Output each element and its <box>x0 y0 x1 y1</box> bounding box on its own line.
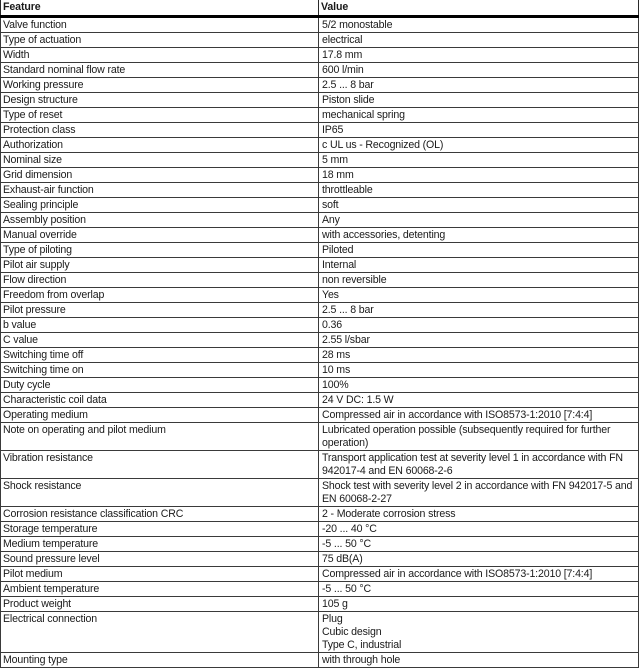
table-row <box>1 108 639 123</box>
value-cell <box>319 123 639 138</box>
value-line: 2 - Moderate corrosion stress <box>322 507 456 520</box>
value-line: Cubic design <box>322 625 382 638</box>
value-cell <box>319 567 639 582</box>
value-cell <box>319 318 639 333</box>
table-row <box>1 423 639 451</box>
feature-cell: Storage temperature <box>1 522 319 537</box>
feature-cell: Shock resistance <box>1 479 319 507</box>
table-row <box>1 123 639 138</box>
value-line: -20 ... 40 °C <box>322 522 377 535</box>
value-cell <box>319 108 639 123</box>
feature-cell: Authorization <box>1 138 319 153</box>
feature-cell: Corrosion resistance classification CRC <box>1 507 319 522</box>
value-line: 2.55 l/sbar <box>322 333 370 346</box>
value-line: with accessories, detenting <box>322 228 446 241</box>
table-row <box>1 78 639 93</box>
table-row <box>1 198 639 213</box>
feature-cell: Design structure <box>1 93 319 108</box>
value-line: Piston slide <box>322 93 375 106</box>
value-cell <box>319 63 639 78</box>
value-cell <box>319 288 639 303</box>
table-row <box>1 153 639 168</box>
column-header-feature: Feature <box>1 0 319 17</box>
table-row <box>1 17 639 33</box>
table-row <box>1 303 639 318</box>
value-cell <box>319 303 639 318</box>
table-row <box>1 168 639 183</box>
value-line: c UL us - Recognized (OL) <box>322 138 444 151</box>
feature-cell: Ambient temperature <box>1 582 319 597</box>
value-cell <box>319 393 639 408</box>
feature-cell: Mounting type <box>1 653 319 668</box>
feature-cell: Flow direction <box>1 273 319 288</box>
table-row <box>1 348 639 363</box>
table-row <box>1 393 639 408</box>
value-cell <box>319 17 639 33</box>
feature-cell: Width <box>1 48 319 63</box>
value-line: with through hole <box>322 653 401 666</box>
feature-cell: Working pressure <box>1 78 319 93</box>
table-row <box>1 33 639 48</box>
table-row <box>1 552 639 567</box>
feature-cell: Switching time off <box>1 348 319 363</box>
feature-cell: Exhaust-air function <box>1 183 319 198</box>
value-line: Compressed air in accordance with ISO8573-1:2010 [7:4:4] <box>322 567 593 580</box>
feature-cell: Pilot pressure <box>1 303 319 318</box>
value-cell <box>319 333 639 348</box>
table-header <box>1 0 639 17</box>
value-cell <box>319 213 639 228</box>
value-cell <box>319 258 639 273</box>
value-cell <box>319 183 639 198</box>
value-cell <box>319 33 639 48</box>
table-row <box>1 333 639 348</box>
value-line: Internal <box>322 258 357 271</box>
value-line: 28 ms <box>322 348 351 361</box>
feature-cell: Switching time on <box>1 363 319 378</box>
value-cell <box>319 153 639 168</box>
value-line: 2.5 ... 8 bar <box>322 78 374 91</box>
feature-cell: Standard nominal flow rate <box>1 63 319 78</box>
table-row <box>1 597 639 612</box>
value-line: 5 mm <box>322 153 348 166</box>
value-line: mechanical spring <box>322 108 405 121</box>
feature-cell: Assembly position <box>1 213 319 228</box>
value-line: Type C, industrial <box>322 638 402 651</box>
feature-cell: b value <box>1 318 319 333</box>
feature-cell: Freedom from overlap <box>1 288 319 303</box>
feature-cell: Sound pressure level <box>1 552 319 567</box>
table-row <box>1 378 639 393</box>
value-cell <box>319 612 639 653</box>
value-cell <box>319 451 639 479</box>
value-line: 18 mm <box>322 168 354 181</box>
value-cell <box>319 363 639 378</box>
value-line: Lubricated operation possible (subsequently required for further operation) <box>322 423 611 449</box>
feature-cell: Product weight <box>1 597 319 612</box>
value-cell <box>319 479 639 507</box>
feature-cell: Nominal size <box>1 153 319 168</box>
value-cell <box>319 48 639 63</box>
table-row <box>1 363 639 378</box>
table-row <box>1 183 639 198</box>
header-row <box>1 0 639 17</box>
value-cell <box>319 228 639 243</box>
feature-cell: Sealing principle <box>1 198 319 213</box>
value-line: 100% <box>322 378 349 391</box>
value-cell <box>319 93 639 108</box>
value-line: 0.36 <box>322 318 343 331</box>
value-line: Piloted <box>322 243 354 256</box>
table-row <box>1 582 639 597</box>
table-row <box>1 451 639 479</box>
feature-cell: Medium temperature <box>1 537 319 552</box>
value-line: Yes <box>322 288 339 301</box>
value-line: 24 V DC: 1.5 W <box>322 393 394 406</box>
table-row <box>1 507 639 522</box>
table-row <box>1 288 639 303</box>
value-cell <box>319 138 639 153</box>
feature-cell: Type of piloting <box>1 243 319 258</box>
table-row <box>1 258 639 273</box>
table-row <box>1 408 639 423</box>
value-line: Compressed air in accordance with ISO8573-1:2010 [7:4:4] <box>322 408 593 421</box>
value-cell <box>319 653 639 668</box>
table-row <box>1 243 639 258</box>
value-cell <box>319 552 639 567</box>
value-line: Plug <box>322 612 343 625</box>
value-line: throttleable <box>322 183 373 196</box>
value-cell <box>319 243 639 258</box>
feature-cell: Pilot medium <box>1 567 319 582</box>
value-cell <box>319 537 639 552</box>
value-cell <box>319 198 639 213</box>
table-row <box>1 48 639 63</box>
table-row <box>1 479 639 507</box>
feature-cell: Grid dimension <box>1 168 319 183</box>
table-row <box>1 93 639 108</box>
feature-cell: Note on operating and pilot medium <box>1 423 319 451</box>
feature-cell: C value <box>1 333 319 348</box>
value-cell <box>319 168 639 183</box>
value-line: Any <box>322 213 340 226</box>
feature-cell: Operating medium <box>1 408 319 423</box>
table-body <box>1 17 639 668</box>
table-row <box>1 63 639 78</box>
feature-cell: Protection class <box>1 123 319 138</box>
feature-cell: Valve function <box>1 17 319 33</box>
feature-cell: Duty cycle <box>1 378 319 393</box>
value-line: 105 g <box>322 597 348 610</box>
value-line: 10 ms <box>322 363 351 376</box>
table-row <box>1 213 639 228</box>
value-line: non reversible <box>322 273 387 286</box>
feature-cell: Pilot air supply <box>1 258 319 273</box>
table-row <box>1 567 639 582</box>
value-line: soft <box>322 198 339 211</box>
table-row <box>1 537 639 552</box>
feature-cell: Characteristic coil data <box>1 393 319 408</box>
table-row <box>1 612 639 653</box>
value-cell <box>319 522 639 537</box>
value-cell <box>319 423 639 451</box>
value-line: Transport application test at severity level 1 in accordance with FN 942017-4 and EN 60068-2-6 <box>322 451 623 477</box>
value-cell <box>319 378 639 393</box>
table-row <box>1 522 639 537</box>
table-row <box>1 138 639 153</box>
value-cell <box>319 582 639 597</box>
table-row <box>1 273 639 288</box>
table-row <box>1 318 639 333</box>
value-cell <box>319 408 639 423</box>
value-cell <box>319 597 639 612</box>
table-row <box>1 653 639 668</box>
value-cell <box>319 273 639 288</box>
value-line: 600 l/min <box>322 63 364 76</box>
value-line: -5 ... 50 °C <box>322 582 371 595</box>
value-cell <box>319 507 639 522</box>
value-line: 2.5 ... 8 bar <box>322 303 374 316</box>
value-cell <box>319 348 639 363</box>
feature-cell: Manual override <box>1 228 319 243</box>
feature-cell: Type of reset <box>1 108 319 123</box>
feature-cell: Vibration resistance <box>1 451 319 479</box>
value-line: 75 dB(A) <box>322 552 363 565</box>
value-line: electrical <box>322 33 363 46</box>
value-cell <box>319 78 639 93</box>
table-row <box>1 228 639 243</box>
value-line: IP65 <box>322 123 344 136</box>
value-line: 17.8 mm <box>322 48 363 61</box>
value-line: Shock test with severity level 2 in accordance with FN 942017-5 and EN 60068-2-27 <box>322 479 633 505</box>
feature-cell: Type of actuation <box>1 33 319 48</box>
value-line: 5/2 monostable <box>322 18 393 31</box>
feature-cell: Electrical connection <box>1 612 319 653</box>
value-line: -5 ... 50 °C <box>322 537 371 550</box>
column-header-value: Value <box>319 0 639 17</box>
